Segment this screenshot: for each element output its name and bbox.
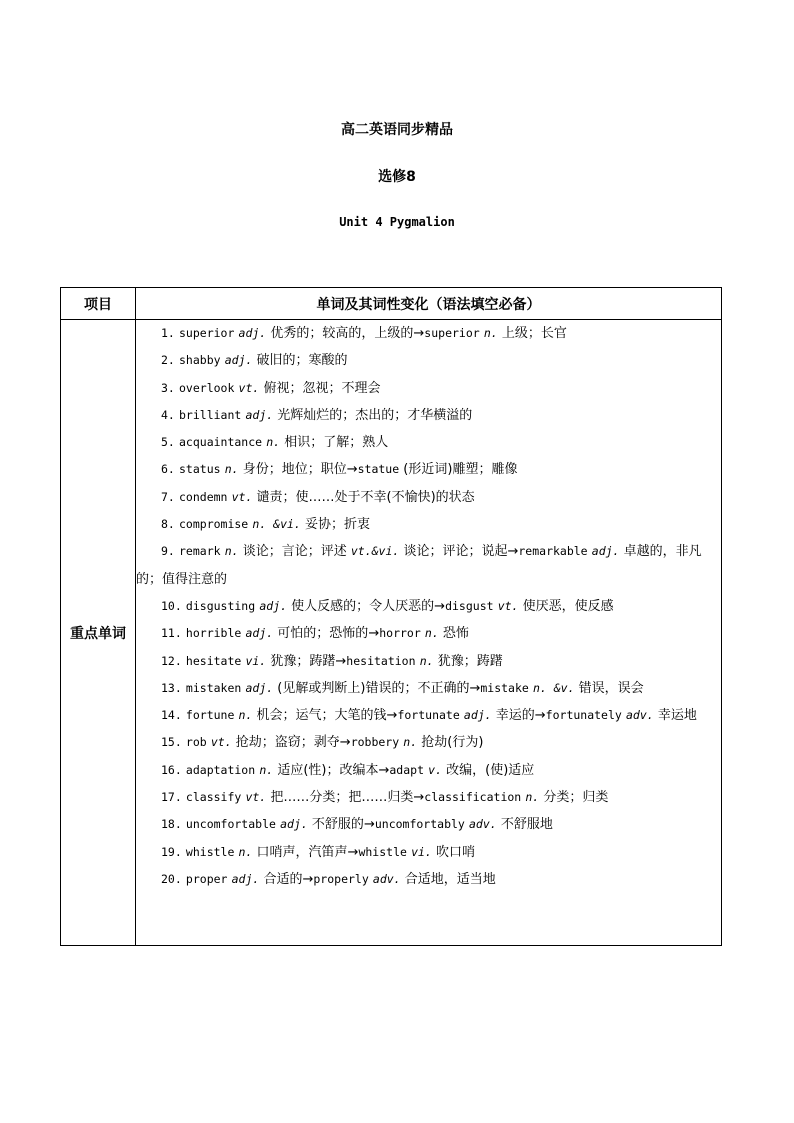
arrow-icon: → (346, 462, 358, 478)
vocab-entry (136, 702, 721, 729)
entry-definition: 光辉灿烂的；杰出的；才华横溢的 (277, 407, 473, 423)
vocab-entry (136, 729, 721, 756)
vocab-entry (136, 839, 721, 866)
entry-definition: (见解或判断上)错误的；不正确的 (277, 680, 470, 696)
derived-pos: n. (419, 653, 434, 668)
entry-definition: 破旧的；寒酸的 (256, 353, 348, 369)
entry-number: 18. (161, 817, 182, 832)
derived-word: properly (313, 871, 369, 886)
vocab-entry (136, 757, 721, 784)
entry-number: 8. (161, 517, 175, 532)
entry-pos: adj. (259, 598, 288, 613)
arrow-icon: → (339, 735, 351, 751)
vocab-entry (136, 538, 721, 593)
entry-definition: 使人反感的；令人厌恶的 (291, 598, 435, 614)
document-subtitle: 选修8 (378, 169, 416, 185)
entry-word: remark (179, 544, 221, 559)
entry-pos: adj. (224, 353, 253, 368)
derived-pos: adv. (469, 817, 497, 832)
entries-cell (136, 320, 722, 946)
derived-definition: (形近词)雕塑；雕像 (403, 462, 518, 478)
entry-definition: 妥协；折衷 (305, 517, 371, 533)
entry-word: horrible (185, 626, 242, 641)
entry-definition-2: 谈论；评论；说起 (403, 544, 508, 560)
vocabulary-table (60, 287, 722, 946)
entry-definition: 优秀的；较高的，上级的 (270, 326, 414, 341)
vocab-entry (136, 429, 721, 456)
entry-definition: 相识；了解；熟人 (284, 435, 389, 451)
entry-pos-2: vt.&vi. (350, 544, 400, 559)
derived-pos: adj. (463, 708, 492, 723)
table-row (61, 320, 722, 946)
entry-number: 4. (161, 407, 175, 422)
derived-pos: vi. (411, 844, 432, 859)
entry-number: 20. (161, 871, 182, 886)
derived-word: hesitation (346, 653, 416, 668)
derived-pos: n. (403, 735, 418, 750)
derived-definition: 错误，误会 (578, 680, 644, 696)
derived-word: classification (424, 790, 522, 805)
column-header-item: 项目 (61, 288, 136, 320)
derived-definition: 幸运的 (495, 708, 535, 724)
entry-definition: 谴责；使……处于不幸(不愉快)的状态 (256, 489, 475, 505)
vocab-entry (136, 484, 721, 511)
entry-word: classify (185, 790, 242, 805)
entry-pos: adj. (231, 871, 260, 886)
vocab-entry (136, 456, 721, 483)
derived-definition: 不舒服地 (500, 817, 553, 833)
entry-number: 5. (161, 435, 175, 450)
derived-word: uncomfortably (374, 817, 465, 832)
column-header-words: 单词及其词性变化（语法填空必备） (136, 288, 722, 320)
derived-word: superior (424, 326, 480, 340)
derived-definition: 上级；长官 (501, 326, 567, 341)
entry-word: fortune (185, 708, 235, 723)
entry-definition: 口哨声，汽笛声 (256, 844, 348, 860)
entry-pos: vt. (231, 489, 253, 504)
row-label: 重点单词 (61, 320, 136, 946)
entry-number: 2. (161, 353, 175, 368)
entry-number: 7. (161, 489, 175, 504)
entry-pos: n. (266, 435, 281, 450)
entry-pos: n. (238, 708, 253, 723)
arrow-icon: → (507, 544, 519, 560)
entry-word: acquaintance (179, 435, 263, 450)
entry-word: shabby (179, 353, 221, 368)
entry-definition: 身份；地位；职位 (242, 462, 347, 478)
arrow-icon: → (413, 790, 425, 806)
entry-definition: 可怕的；恐怖的 (277, 626, 369, 642)
entry-number: 13. (161, 680, 182, 695)
entry-word: whistle (185, 844, 235, 859)
vocab-entry (136, 811, 721, 838)
document-title: 高二英语同步精品 (341, 122, 453, 138)
derived-definition: 合适地，适当地 (404, 871, 496, 887)
arrow-icon: → (469, 680, 481, 696)
arrow-icon: → (347, 844, 359, 860)
entry-number: 6. (161, 462, 175, 477)
entry-definition: 抢劫；盗窃；剥夺 (235, 735, 340, 751)
entry-definition: 不舒服的 (311, 817, 364, 833)
entry-pos: adj. (245, 680, 274, 695)
arrow-icon: → (335, 653, 347, 669)
arrow-icon: → (434, 598, 446, 614)
entry-word: overlook (179, 380, 235, 395)
entry-definition: 合适的 (263, 871, 303, 887)
entry-pos: vt. (245, 790, 267, 805)
derived-definition: 改编，(使)适应 (446, 762, 535, 778)
arrow-icon: → (368, 626, 380, 642)
derived-pos: n. &v. (532, 680, 575, 695)
derived-definition-2: 幸运地 (657, 708, 697, 724)
table-header-row (61, 288, 722, 320)
entry-pos: adj. (245, 407, 274, 422)
entry-pos: vt. (210, 735, 232, 750)
vocab-entry (136, 347, 721, 374)
arrow-icon: → (378, 762, 390, 778)
entry-number: 11. (161, 626, 182, 641)
derived-pos: adj. (591, 544, 620, 559)
arrow-icon: → (302, 871, 314, 887)
vocab-entry (136, 648, 721, 675)
entry-number: 17. (161, 790, 182, 805)
entry-word: brilliant (179, 407, 242, 422)
derived-word-2: fortunately (545, 708, 622, 723)
derived-pos: adv. (372, 871, 401, 886)
arrow-icon: → (413, 326, 425, 341)
vocab-entry-list (136, 320, 721, 893)
derived-word: whistle (358, 844, 407, 859)
entry-pos: n. (259, 762, 274, 777)
derived-pos: n. (525, 790, 540, 805)
derived-definition: 分类；归类 (543, 790, 609, 806)
vocab-entry (136, 784, 721, 811)
entry-pos: adj. (280, 817, 308, 832)
derived-word: robbery (350, 735, 400, 750)
entry-word: superior (179, 326, 235, 340)
derived-word: fortunate (397, 708, 460, 723)
entry-number: 14. (161, 708, 182, 723)
entry-pos: n. &vi. (252, 517, 301, 532)
derived-pos-2: adv. (625, 708, 654, 723)
entry-word: hesitate (185, 653, 242, 668)
vocab-entry (136, 320, 721, 347)
entry-number: 3. (161, 380, 175, 395)
vocab-entry (136, 620, 721, 647)
entry-pos: adj. (245, 626, 274, 641)
entry-number: 1. (161, 326, 175, 340)
unit-title: Unit 4 Pygmalion (339, 215, 455, 229)
arrow-icon: → (534, 708, 546, 724)
entry-definition: 机会；运气；大笔的钱 (256, 708, 387, 724)
derived-word: statue (357, 462, 400, 477)
entry-word: condemn (179, 489, 228, 504)
vocab-entry (136, 866, 721, 893)
derived-definition: 吹口哨 (435, 844, 475, 860)
vocab-entry (136, 511, 721, 538)
entry-pos: n. (238, 844, 253, 859)
entry-number: 19. (161, 844, 182, 859)
entry-word: status (179, 462, 221, 477)
vocab-entry (136, 375, 721, 402)
derived-definition: 卓越的，非凡的；值得注意的 (136, 544, 702, 587)
entry-word: uncomfortable (185, 817, 276, 832)
entry-number: 16. (161, 762, 182, 777)
derived-word: horror (379, 626, 421, 641)
derived-definition: 恐怖 (442, 626, 469, 642)
entry-pos: vt. (238, 380, 260, 395)
vocab-entry (136, 593, 721, 620)
derived-pos: v. (428, 762, 442, 777)
derived-word: disgust (445, 598, 494, 613)
entry-definition: 犹豫；踌躇 (270, 653, 336, 669)
derived-word: remarkable (518, 544, 588, 559)
entry-number: 9. (161, 544, 175, 559)
entry-word: rob (185, 735, 207, 750)
arrow-icon: → (386, 708, 398, 724)
entry-number: 12. (161, 653, 182, 668)
entry-word: compromise (179, 517, 249, 532)
derived-word: mistake (480, 680, 529, 695)
vocab-entry (136, 675, 721, 702)
derived-definition: 抢劫(行为) (421, 735, 484, 751)
entry-definition: 谈论；言论；评述 (242, 544, 347, 560)
derived-pos: n. (424, 626, 439, 641)
entry-word: proper (185, 871, 228, 886)
entry-definition: 把……分类；把……归类 (270, 790, 414, 806)
entry-word: disgusting (185, 598, 256, 613)
entry-pos: adj. (238, 326, 267, 340)
derived-pos: n. (483, 326, 498, 340)
entry-pos: n. (224, 462, 239, 477)
entry-pos: n. (224, 544, 239, 559)
derived-definition: 犹豫；踌躇 (437, 653, 503, 669)
entry-definition: 适应(性)；改编本 (277, 762, 379, 778)
arrow-icon: → (363, 817, 375, 833)
vocab-entry (136, 402, 721, 429)
entry-number: 10. (161, 598, 182, 613)
entry-definition: 俯视；忽视；不理会 (263, 380, 381, 396)
derived-word: adapt (389, 762, 424, 777)
entry-word: mistaken (185, 680, 242, 695)
entry-word: adaptation (185, 762, 256, 777)
entry-pos: vi. (245, 653, 267, 668)
derived-definition: 使厌恶，使反感 (522, 598, 614, 614)
entry-number: 15. (161, 735, 182, 750)
derived-pos: vt. (497, 598, 519, 613)
